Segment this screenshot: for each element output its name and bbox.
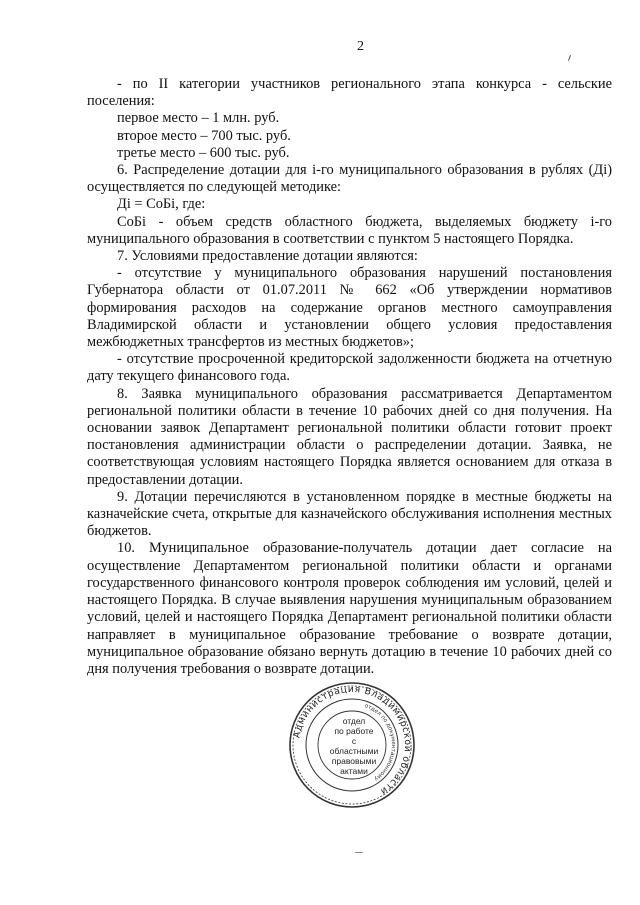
- paragraph-second-place: второе место – 700 тыс. руб.: [117, 127, 291, 144]
- paragraph-9: 9. Дотации перечисляются в установленном порядке в местные бюджеты на казначейские счета, открытые для казначейского обслуживания исполнения местных бюджетов.: [87, 488, 612, 540]
- paragraph-category-ii: - по II категории участников регионального этапа конкурса - сельские поселения:: [87, 76, 612, 110]
- stamp-center-text: [329, 716, 379, 776]
- paragraph-7: 7. Условиями предоставление дотации являются:: [117, 248, 418, 265]
- stamp-line: актами: [340, 766, 368, 776]
- stamp-line: с областными: [329, 736, 379, 756]
- page-number: 2: [357, 39, 364, 54]
- paragraph-third-place: третье место – 600 тыс. руб.: [117, 144, 290, 161]
- paragraph-8: 8. Заявка муниципального образования рассматривается Департаментом региональной политики области в течение 10 рабочих дней со дня получения. На основании заявок Департамент региональной политики области готовит проект постановления администрации области о распределении дотации. Заявка, не соответствующая условиям настоящего Порядка является основанием для отказа в предоставлении дотации.: [87, 385, 612, 488]
- stamp-line: по работе: [334, 726, 374, 736]
- stamp-line: отдел: [342, 716, 366, 726]
- paragraph-first-place: первое место – 1 млн. руб.: [117, 110, 280, 127]
- paragraph-10: 10. Муниципальное образование-получатель дотации дает согласие на осуществление Департаментом региональной политики области и органами государственного финансового контроля проверок соблюдения им условий, целей и настоящего Порядка. В случае выявления нарушения муниципальным образованием условий, целей и настоящего Порядка Департамент региональной политики области направляет в муниципальное образование требование о возврате дотации, муниципальное образование обязано вернуть дотацию в течение 10 рабочих дней со дня получения требования о возврате дотации.: [87, 540, 612, 677]
- stamp-outer-text: Администрация Владимирской области: [291, 683, 414, 797]
- formula-definition: СоБi - объем средств областного бюджета, выделяемых бюджету i-го муниципального образования в соответствии с пунктом 5 настоящего Порядка.: [87, 213, 612, 247]
- paragraph-6: 6. Распределение дотации для i-го муниципального образования в рублях (Дi) осуществляется по следующей методике:: [87, 162, 612, 196]
- document-body: [87, 76, 612, 678]
- margin-mark: [568, 55, 571, 61]
- stamp-ring-text: отдел по документационному: [363, 703, 397, 782]
- stamp-line: правовыми: [331, 756, 377, 766]
- condition-1: - отсутствие у муниципального образования нарушений постановления Губернатора области от 01.07.2011 № 662 «Об утверждении нормативов формирования расходов на содержание органов местного самоуправления Владимирской области и установлении общего условия предоставления межбюджетных трансфертов из местных бюджетов»;: [87, 265, 612, 351]
- condition-2: - отсутствие просроченной кредиторской задолженности бюджета на отчетную дату текущего финансового года.: [87, 351, 612, 385]
- scan-mark: [355, 852, 363, 853]
- formula: Дi = СоБi, где:: [117, 196, 206, 213]
